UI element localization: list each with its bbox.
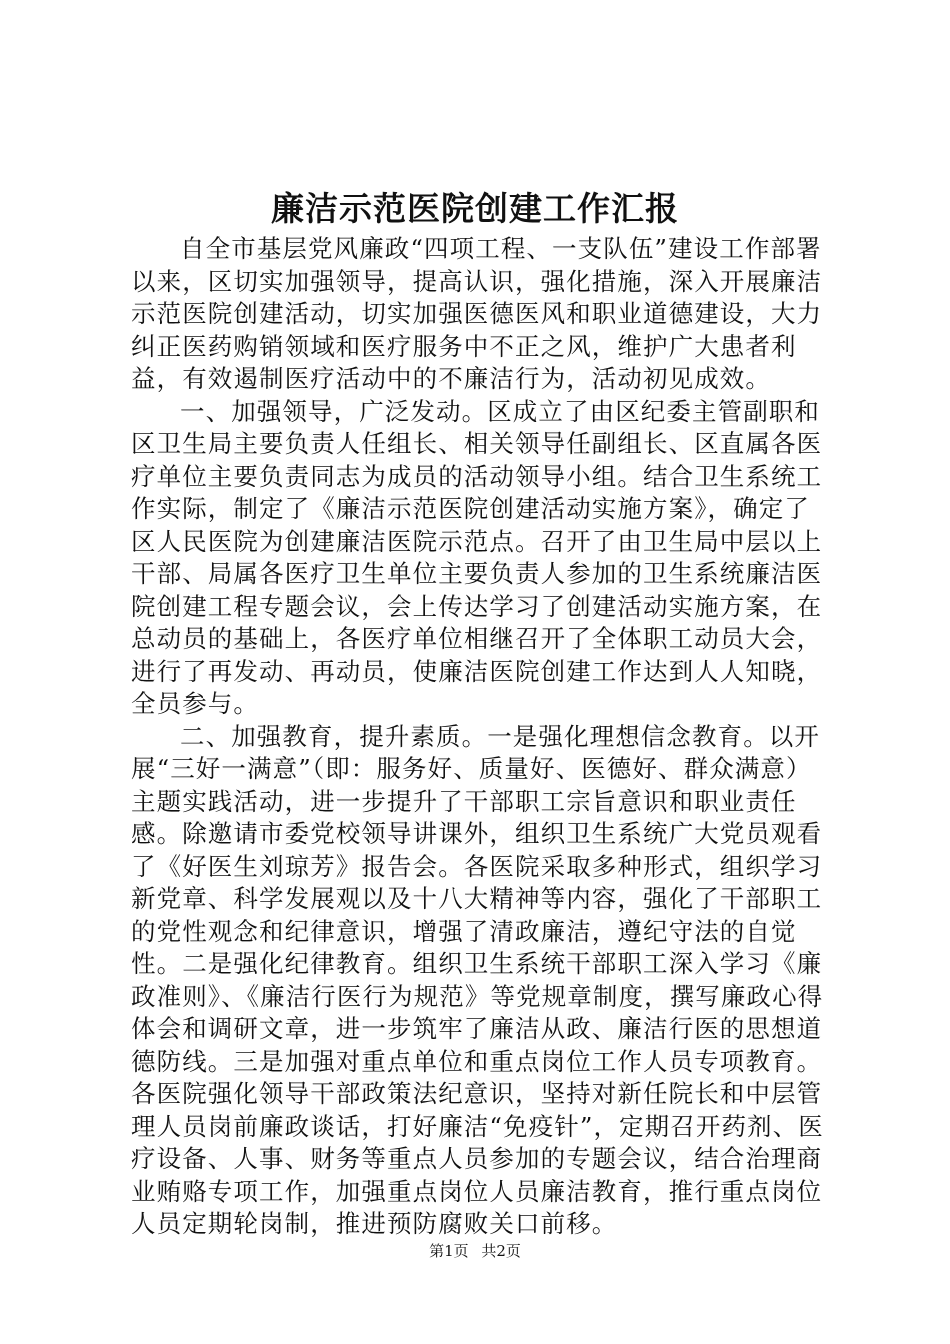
document-title: 廉洁示范医院创建工作汇报 xyxy=(271,189,679,228)
paragraph-section-1: 一、加强领导，广泛发动。区成立了由区纪委主管副职和区卫生局主要负责人任组长、相关领导任副组长、区直属各医疗单位主要负责同志为成员的活动领导小组。结合卫生系统工作实际，制定了《廉洁示范医院创建活动实施方案》，确定了区人民医院为创建廉洁医院示范点。召开了由卫生局中层以上干部、局属各医疗卫生单位主要负责人参加的卫生系统廉洁医院创建工程专题会议，会上传达学习了创建活动实施方案，在总动员的基础上，各医疗单位相继召开了全体职工动员大会，进行了再发动、再动员，使廉洁医院创建工作达到人人知晓，全员参与。 xyxy=(131,396,823,718)
page-number-current: 第1页 xyxy=(429,1242,469,1260)
paragraph-intro: 自全市基层党风廉政“四项工程、一支队伍”建设工作部署以来，区切实加强领导，提高认识，强化措施，深入开展廉洁示范医院创建活动，切实加强医德医风和职业道德建设，大力纠正医药购销领域和医疗服务中不正之风，维护广大患者利益，有效遏制医疗活动中的不廉洁行为，活动初见成效。 xyxy=(131,234,823,393)
page-footer xyxy=(0,1240,950,1262)
paragraph-section-2: 二、加强教育，提升素质。一是强化理想信念教育。以开展“三好一满意”（即：服务好、质量好、医德好、群众满意）主题实践活动，进一步提升了干部职工宗旨意识和职业责任感。除邀请市委党校领导讲课外，组织卫生系统广大党员观看了《好医生刘琼芳》报告会。各医院采取多种形式，组织学习新党章、科学发展观以及十八大精神等内容，强化了干部职工的党性观念和纪律意识，增强了清政廉洁，遵纪守法的自觉性。二是强化纪律教育。组织卫生系统干部职工深入学习《廉政准则》、《廉洁行医行为规范》等党规章制度，撰写廉政心得体会和调研文章，进一步筑牢了廉洁从政、廉洁行医的思想道德防线。三是加强对重点单位和重点岗位工作人员专项教育。各医院强化领导干部政策法纪意识，坚持对新任院长和中层管理人员岗前廉政谈话，打好廉洁“免疫针”，定期召开药剂、医疗设备、人事、财务等重点人员参加的专题会议，结合治理商业贿赂专项工作，加强重点岗位人员廉洁教育，推行重点岗位人员定期轮岗制，推进预防腐败关口前移。 xyxy=(131,721,824,1238)
document-body xyxy=(131,233,831,1241)
page-number-total: 共2页 xyxy=(481,1242,521,1260)
